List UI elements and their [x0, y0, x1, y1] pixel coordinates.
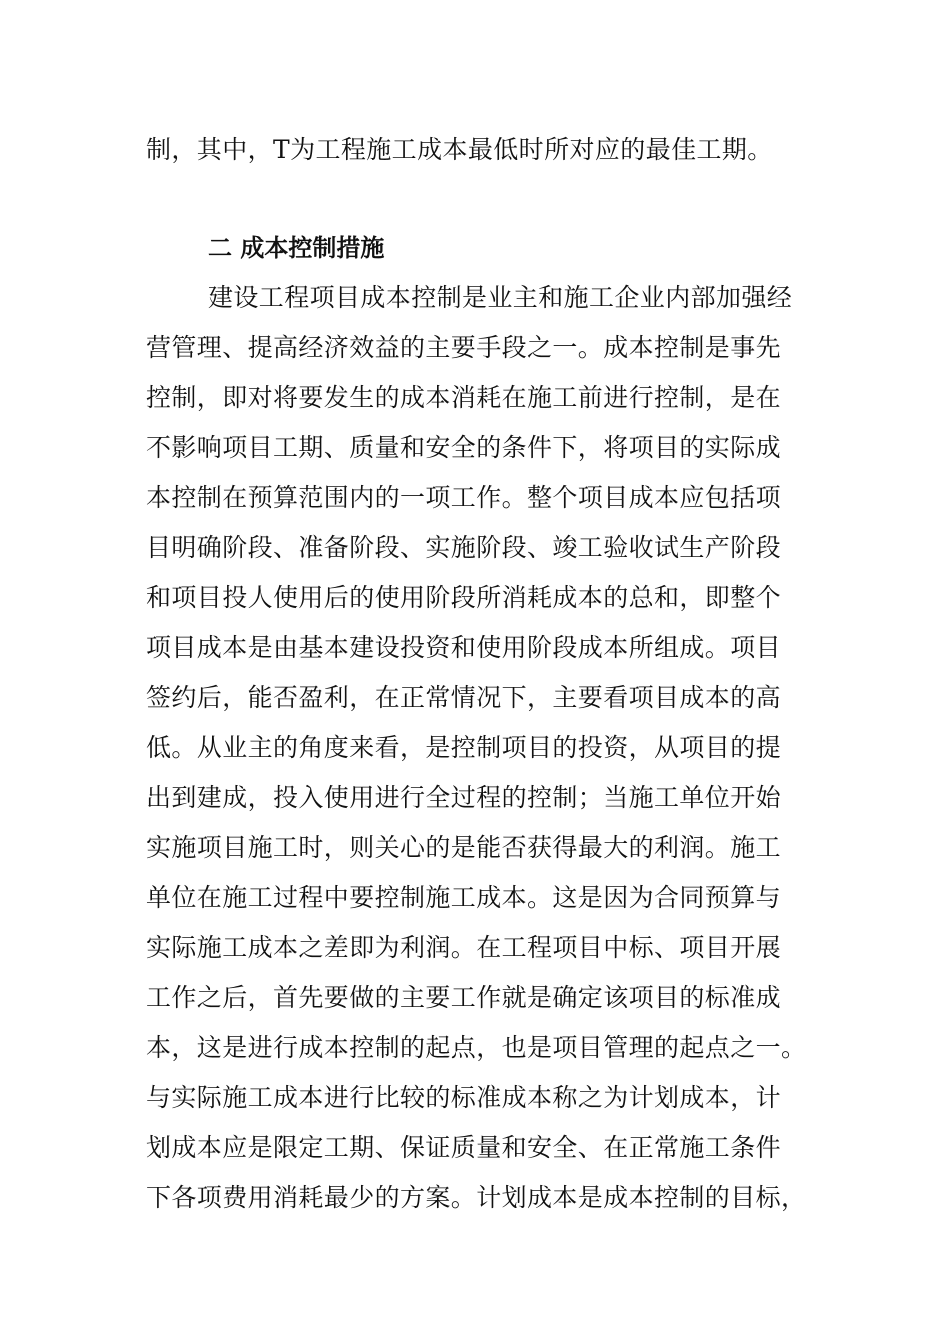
paragraph-line: 签约后，能否盈利，在正常情况下，主要看项目成本的高 — [146, 683, 782, 712]
paragraph-line: 营管理、提高经济效益的主要手段之一。成本控制是事先 — [146, 333, 782, 362]
paragraph-line: 项目成本是由基本建设投资和使用阶段成本所组成。项目 — [146, 633, 782, 662]
paragraph-line: 和项目投人使用后的使用阶段所消耗成本的总和，即整个 — [146, 583, 782, 612]
paragraph-line: 工作之后，首先要做的主要工作就是确定该项目的标准成 — [146, 983, 782, 1012]
paragraph-line: 本，这是进行成本控制的起点，也是项目管理的起点之一。 — [146, 1033, 807, 1062]
paragraph-line: 与实际施工成本进行比较的标准成本称之为计划成本，计 — [146, 1083, 782, 1112]
paragraph-line: 出到建成，投入使用进行全过程的控制；当施工单位开始 — [146, 783, 782, 812]
paragraph-line: 目明确阶段、准备阶段、实施阶段、竣工验收试生产阶段 — [146, 533, 782, 562]
paragraph-line: 不影响项目工期、质量和安全的条件下，将项目的实际成 — [146, 433, 782, 462]
text-line-intro: 制，其中，T为工程施工成本最低时所对应的最佳工期。 — [146, 135, 773, 164]
paragraph-line: 划成本应是限定工期、保证质量和安全、在正常施工条件 — [146, 1133, 782, 1162]
paragraph-line: 下各项费用消耗最少的方案。计划成本是成本控制的目标， — [146, 1183, 807, 1212]
section-heading: 二 成本控制措施 — [208, 234, 385, 262]
paragraph-line: 控制，即对将要发生的成本消耗在施工前进行控制，是在 — [146, 383, 782, 412]
paragraph-line: 实际施工成本之差即为利润。在工程项目中标、项目开展 — [146, 933, 782, 962]
paragraph-line: 实施项目施工时，则关心的是能否获得最大的利润。施工 — [146, 833, 782, 862]
paragraph-line: 建设工程项目成本控制是业主和施工企业内部加强经 — [208, 283, 793, 312]
paragraph-line: 本控制在预算范围内的一项工作。整个项目成本应包括项 — [146, 483, 782, 512]
paragraph-line: 低。从业主的角度来看，是控制项目的投资，从项目的提 — [146, 733, 782, 762]
paragraph-line: 单位在施工过程中要控制施工成本。这是因为合同预算与 — [146, 883, 782, 912]
